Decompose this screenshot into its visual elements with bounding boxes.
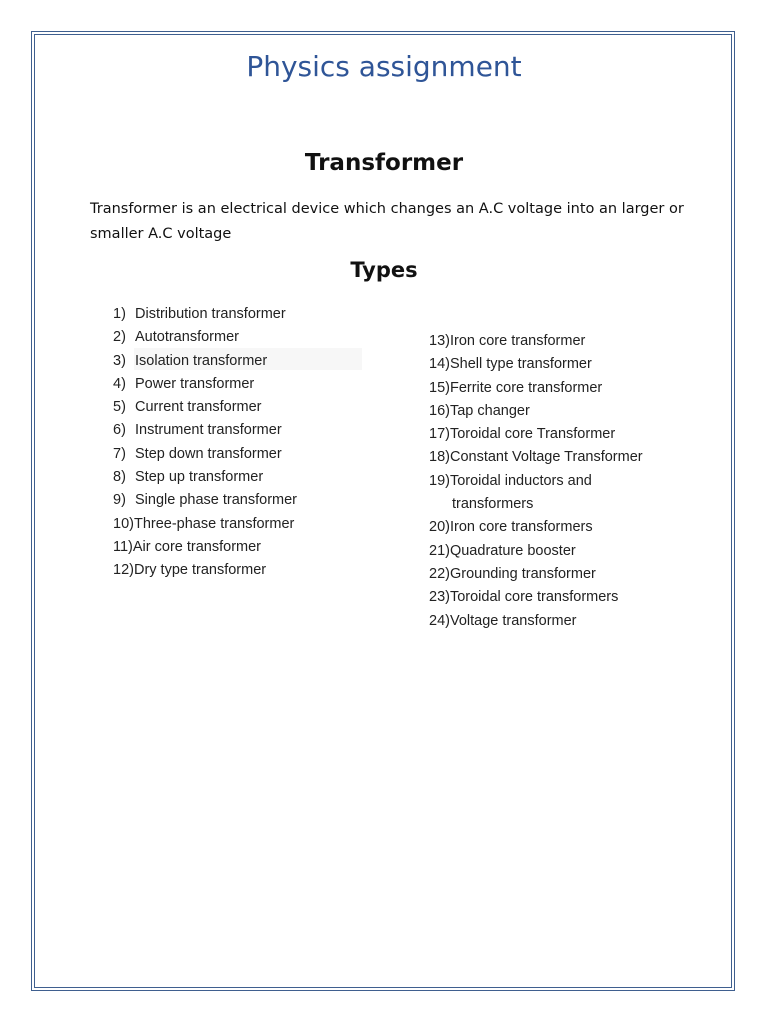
list-number: 7) — [113, 445, 126, 462]
list-text: Step down transformer — [135, 445, 282, 462]
list-text: Grounding transformer — [449, 565, 596, 582]
list-number: 23) — [429, 589, 450, 606]
list-text: Iron core transformer — [449, 333, 586, 349]
types-list-left — [113, 303, 297, 583]
list-text: Toroidal inductors and — [449, 472, 592, 489]
list-text: Toroidal core transformers — [449, 589, 619, 606]
list-text: Tap changer — [449, 402, 530, 419]
list-number: 20) — [429, 519, 450, 536]
list-number: 12) — [113, 562, 134, 579]
list-number: 6) — [113, 422, 126, 439]
list-item — [113, 419, 297, 442]
list-number: 4) — [113, 375, 126, 392]
list-item — [113, 396, 297, 419]
list-number: 10) — [113, 515, 134, 532]
list-item — [429, 330, 643, 353]
list-text: Ferrite core transformer — [449, 379, 603, 396]
list-item-continuation — [429, 493, 643, 516]
list-item — [429, 353, 643, 376]
list-text: Autotransformer — [135, 329, 239, 346]
list-number: 2) — [113, 329, 126, 346]
list-text: Distribution transformer — [135, 306, 286, 322]
list-item — [113, 466, 297, 489]
list-number: 17) — [429, 426, 450, 443]
list-text: Dry type transformer — [133, 562, 267, 579]
list-item — [113, 350, 297, 373]
list-item — [113, 489, 297, 512]
list-text: transformers — [452, 496, 534, 513]
list-text: Constant Voltage Transformer — [449, 449, 643, 466]
list-number: 16) — [429, 402, 450, 419]
list-text: Quadrature booster — [449, 542, 576, 559]
list-number: 14) — [429, 356, 450, 373]
list-item — [429, 563, 643, 586]
list-number: 1) — [113, 306, 126, 322]
list-number: 19) — [429, 472, 450, 489]
list-item — [429, 586, 643, 609]
list-item — [113, 559, 297, 582]
list-text: Current transformer — [135, 399, 262, 416]
list-text: Shell type transformer — [449, 356, 592, 373]
intro-paragraph: Transformer is an electrical device which changes an A.C voltage into an larger or smaller A.C voltage — [90, 201, 684, 242]
list-number: 13) — [429, 333, 450, 349]
list-item — [429, 540, 643, 563]
list-item — [113, 443, 297, 466]
list-item — [429, 377, 643, 400]
list-text: Toroidal core Transformer — [449, 426, 616, 443]
list-number: 9) — [113, 492, 126, 509]
list-number: 11) — [113, 538, 133, 555]
list-item — [429, 423, 643, 446]
list-number: 8) — [113, 469, 126, 486]
list-text: Power transformer — [135, 375, 255, 392]
list-text: Voltage transformer — [449, 612, 577, 629]
list-item — [113, 513, 297, 536]
list-item — [429, 516, 643, 539]
list-item — [429, 610, 643, 633]
list-number: 5) — [113, 399, 126, 416]
list-item — [429, 470, 643, 493]
list-number: 3) — [113, 352, 126, 369]
list-number: 15) — [429, 379, 450, 396]
list-text: Air core transformer — [132, 538, 262, 555]
list-number: 22) — [429, 565, 450, 582]
list-item — [429, 400, 643, 423]
list-number: 24) — [429, 612, 450, 629]
document-title: Physics assignment — [246, 50, 522, 83]
list-item — [113, 536, 297, 559]
list-number: 21) — [429, 542, 450, 559]
list-text: Single phase transformer — [135, 492, 297, 509]
list-item — [113, 326, 297, 349]
section-heading: Transformer — [304, 150, 464, 176]
list-text: Step up transformer — [135, 469, 264, 486]
list-text: Instrument transformer — [135, 422, 282, 439]
list-text: Iron core transformers — [449, 519, 593, 536]
list-item — [429, 446, 643, 469]
types-heading: Types — [350, 258, 418, 282]
list-text: Isolation transformer — [135, 352, 268, 369]
list-item — [113, 303, 297, 326]
list-item — [113, 373, 297, 396]
list-number: 18) — [429, 449, 450, 466]
types-list-right — [429, 330, 643, 633]
list-text: Three-phase transformer — [133, 515, 295, 532]
